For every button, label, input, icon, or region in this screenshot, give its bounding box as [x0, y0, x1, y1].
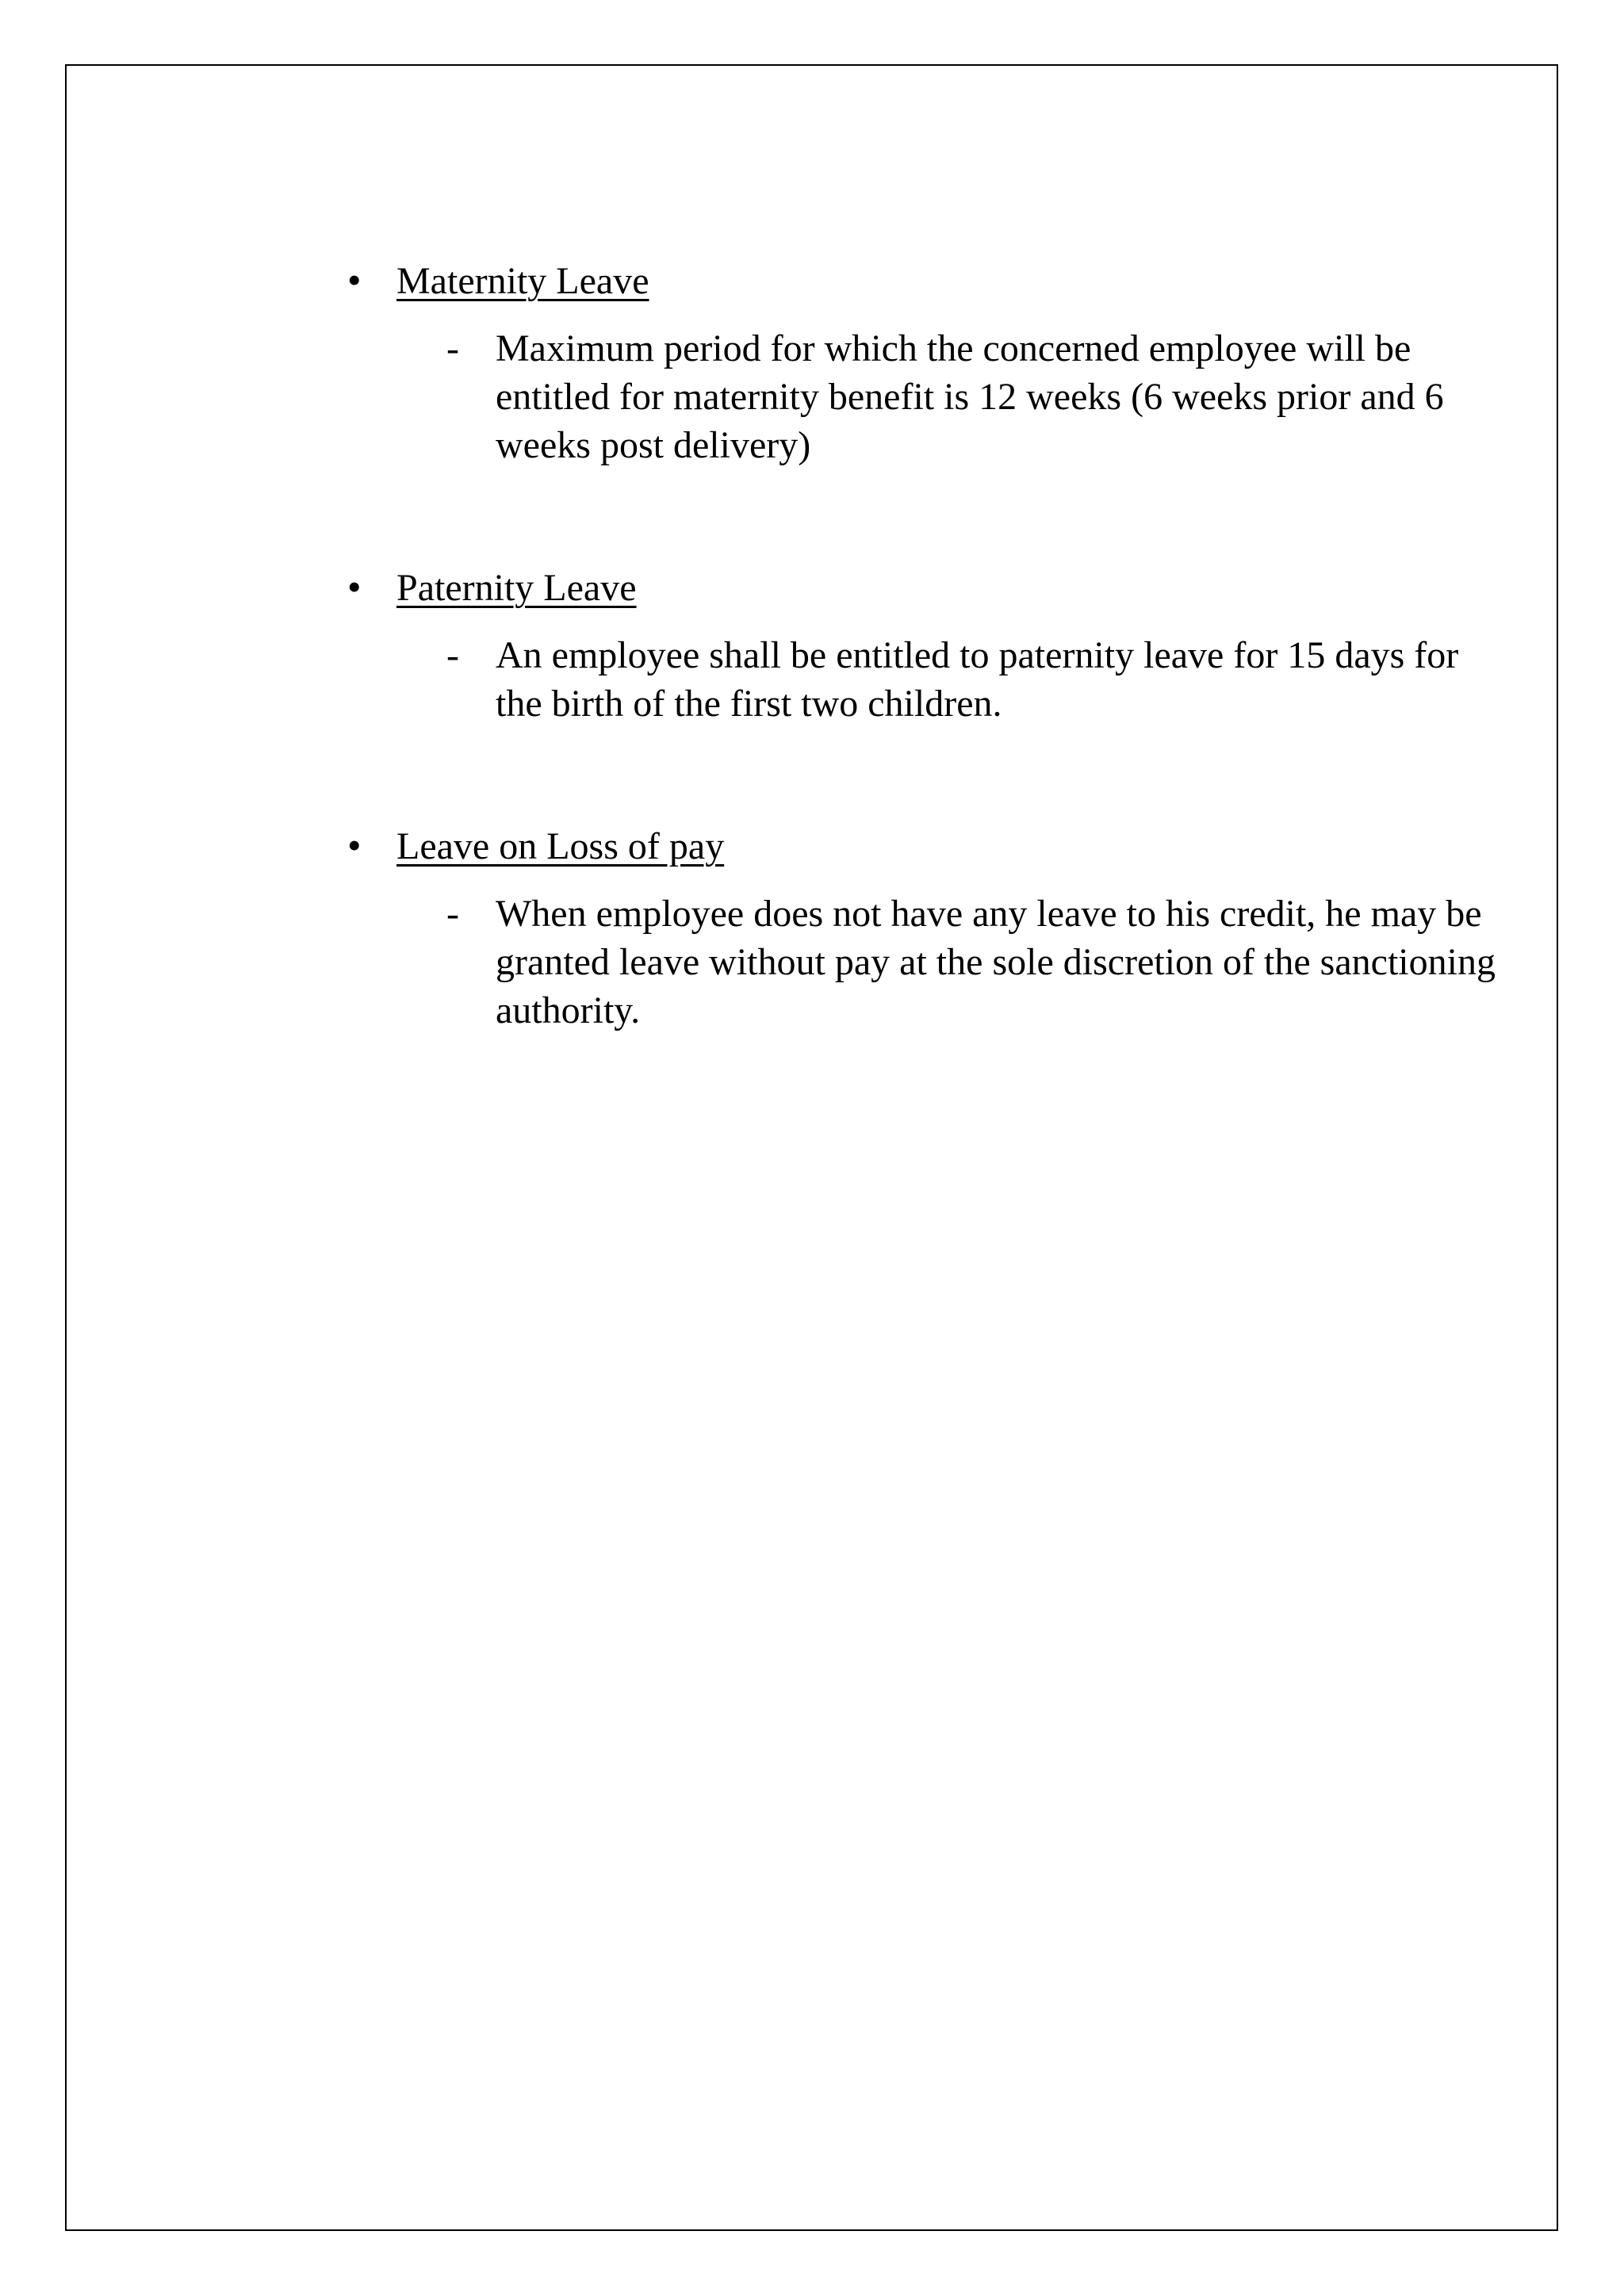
section-heading: Leave on Loss of pay: [396, 825, 725, 867]
dash-marker: -: [446, 327, 459, 369]
section-heading-row: [0, 821, 1624, 871]
body-line: When employee does not have any leave to his credit, he may be: [496, 893, 1482, 935]
item-text: [496, 890, 1496, 1035]
dash-marker: -: [446, 893, 459, 935]
item-text: [496, 631, 1458, 728]
list-item: [0, 890, 1624, 1035]
body-line: entitled for maternity benefit is 12 weeks (6 weeks prior and 6: [496, 376, 1444, 418]
bullet-icon: •: [347, 564, 362, 609]
body-line: weeks post delivery): [496, 424, 811, 466]
dash-marker: -: [446, 634, 459, 676]
section-leave-on-loss-of-pay: [0, 821, 1624, 1035]
body-line: granted leave without pay at the sole discretion of the sanctioning: [496, 941, 1496, 983]
list-item: [0, 324, 1624, 469]
section-heading: Maternity Leave: [396, 260, 649, 302]
section-heading-row: [0, 562, 1624, 613]
body-line: authority.: [496, 989, 641, 1031]
section-maternity-leave: [0, 255, 1624, 469]
list-item: [0, 631, 1624, 728]
item-text: [496, 324, 1444, 469]
body-line: An employee shall be entitled to paternity leave for 15 days for: [496, 634, 1459, 676]
section-paternity-leave: [0, 562, 1624, 728]
bullet-list: [0, 255, 1624, 1127]
bullet-icon: •: [347, 823, 362, 867]
section-heading-row: [0, 255, 1624, 306]
body-line: the birth of the first two children.: [496, 683, 1002, 725]
body-line: Maximum period for which the concerned employee will be: [496, 327, 1411, 369]
section-heading: Paternity Leave: [396, 567, 637, 609]
bullet-icon: •: [347, 258, 362, 302]
